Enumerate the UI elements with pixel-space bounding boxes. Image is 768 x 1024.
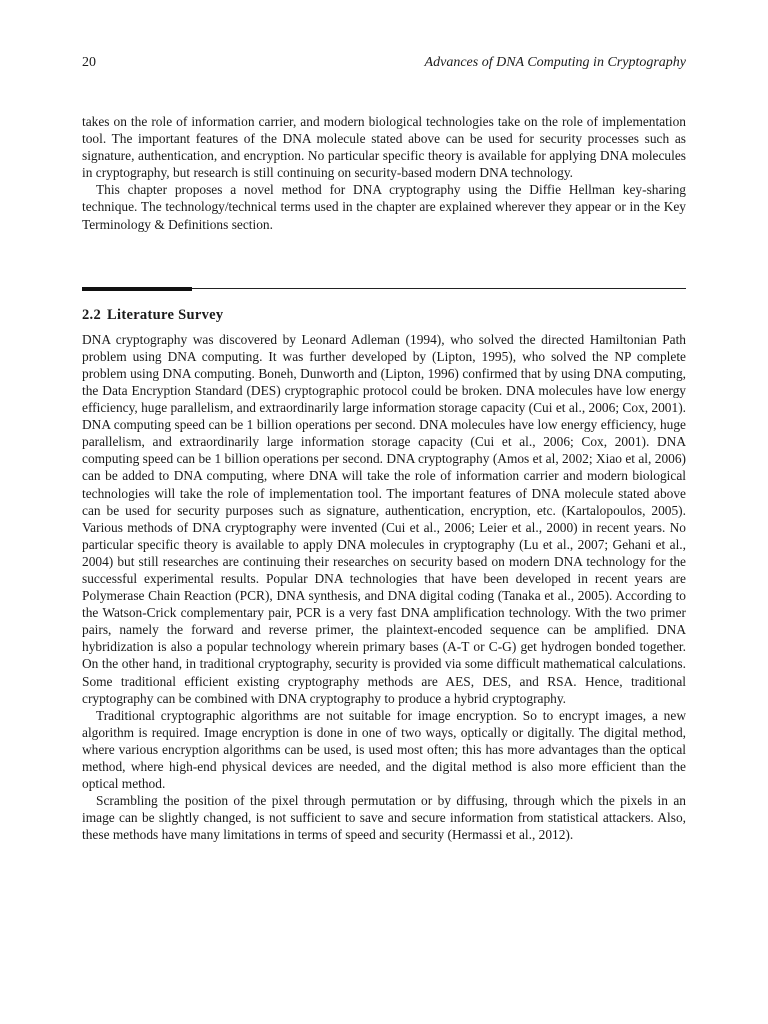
body-paragraph-3: Scrambling the position of the pixel through permutation or by diffusing, through which the pixels in an image can be slightly changed, is not sufficient to save and secure information from statistical attackers. Also, these methods have many limitations in terms of speed and security (Hermassi et al., 2012).	[82, 793, 686, 843]
intro-paragraph-2: This chapter proposes a novel method for DNA cryptography using the Diffie Hellman key-sharing technique. The technology/technical terms used in the chapter are explained wherever they appear or in the Key Terminology & Definitions section.	[82, 182, 686, 232]
section-title: Literature Survey	[107, 306, 224, 323]
section-heading	[82, 307, 686, 324]
body-paragraph-1: DNA cryptography was discovered by Leonard Adleman (1994), who solved the directed Hamiltonian Path problem using DNA computing. It was further developed by (Lipton, 1995), who solved the NP complete problem using DNA computing. Boneh, Dunworth and (Lipton, 1996) confirmed that by using DNA computing, the Data Encryption Standard (DES) cryptographic protocol could be broken. DNA molecules have low energy efficiency, huge parallelism, and extraordinarily large information storage capacity (Cui et al., 2006; Cox, 2001). DNA computing speed can be 1 billion operations per second. DNA molecules have low energy efficiency, huge parallelism, and extraordinarily large information storage capacity (Cui et al., 2006; Cox, 2001). DNA computing speed can be 1 billion operations per second. DNA cryptography (Amos et al, 2002; Xiao et al, 2006) can be added to DNA computing, where DNA will take the role of information carrier and modern biological technologies will take the role of implementation tool. The important features of DNA molecule stated above can be used for security purposes such as signature, authentication, encryption, etc. (Kartalopoulos, 2005). Various methods of DNA cryptography were invented (Cui et al., 2006; Leier et al., 2000) in recent years. No particular specific theory is available to apply DNA molecules in cryptography (Lu et al., 2007; Gehani et al., 2004) but still researches are continuing their researches on security based on modern DNA technology for the successful experimental results. Popular DNA technologies that have been developed in recent years are Polymerase Chain Reaction (PCR), DNA synthesis, and DNA digital coding (Tanaka et al., 2005). According to the Watson-Crick complementary pair, PCR is a very fast DNA amplification technology. With the two primer pairs, namely the forward and reverse primer, the plaintext-encoded sequence can be amplified. DNA hybridization is also a popular technology wherein primary bases (A-T or C-G) get hydrogen bonded together. On the other hand, in traditional cryptography, security is provided via some difficult mathematical calculations. Some traditional efficient existing cryptography methods are AES, DES, and RSA. Hence, traditional cryptography can be combined with DNA cryptography to produce a hybrid cryptography.	[82, 331, 686, 706]
section-divider	[82, 287, 686, 291]
running-title: Advances of DNA Computing in Cryptography	[424, 55, 686, 70]
page-number: 20	[82, 55, 96, 70]
body-paragraph-2: Traditional cryptographic algorithms are not suitable for image encryption. So to encrypt images, a new algorithm is required. Image encryption is done in one of two ways, optically or digitally. The digital method, where various encryption algorithms can be used, is used most often; this has more advantages than the optical method, where high-end physical devices are needed, and the digital method is also more efficient than the optical method.	[82, 707, 686, 792]
running-header	[82, 55, 686, 77]
book-page	[82, 55, 686, 843]
intro-paragraph-1: takes on the role of information carrier, and modern biological technologies take on the role of implementation tool. The important features of the DNA molecule stated above can be used for security processes such as signature, authentication, and encryption. No particular specific theory is available for applying DNA molecules in cryptography, but research is still continuing on security-based modern DNA technology.	[82, 114, 686, 181]
divider-thick-bar	[82, 287, 192, 291]
section-number: 2.2	[82, 306, 102, 323]
